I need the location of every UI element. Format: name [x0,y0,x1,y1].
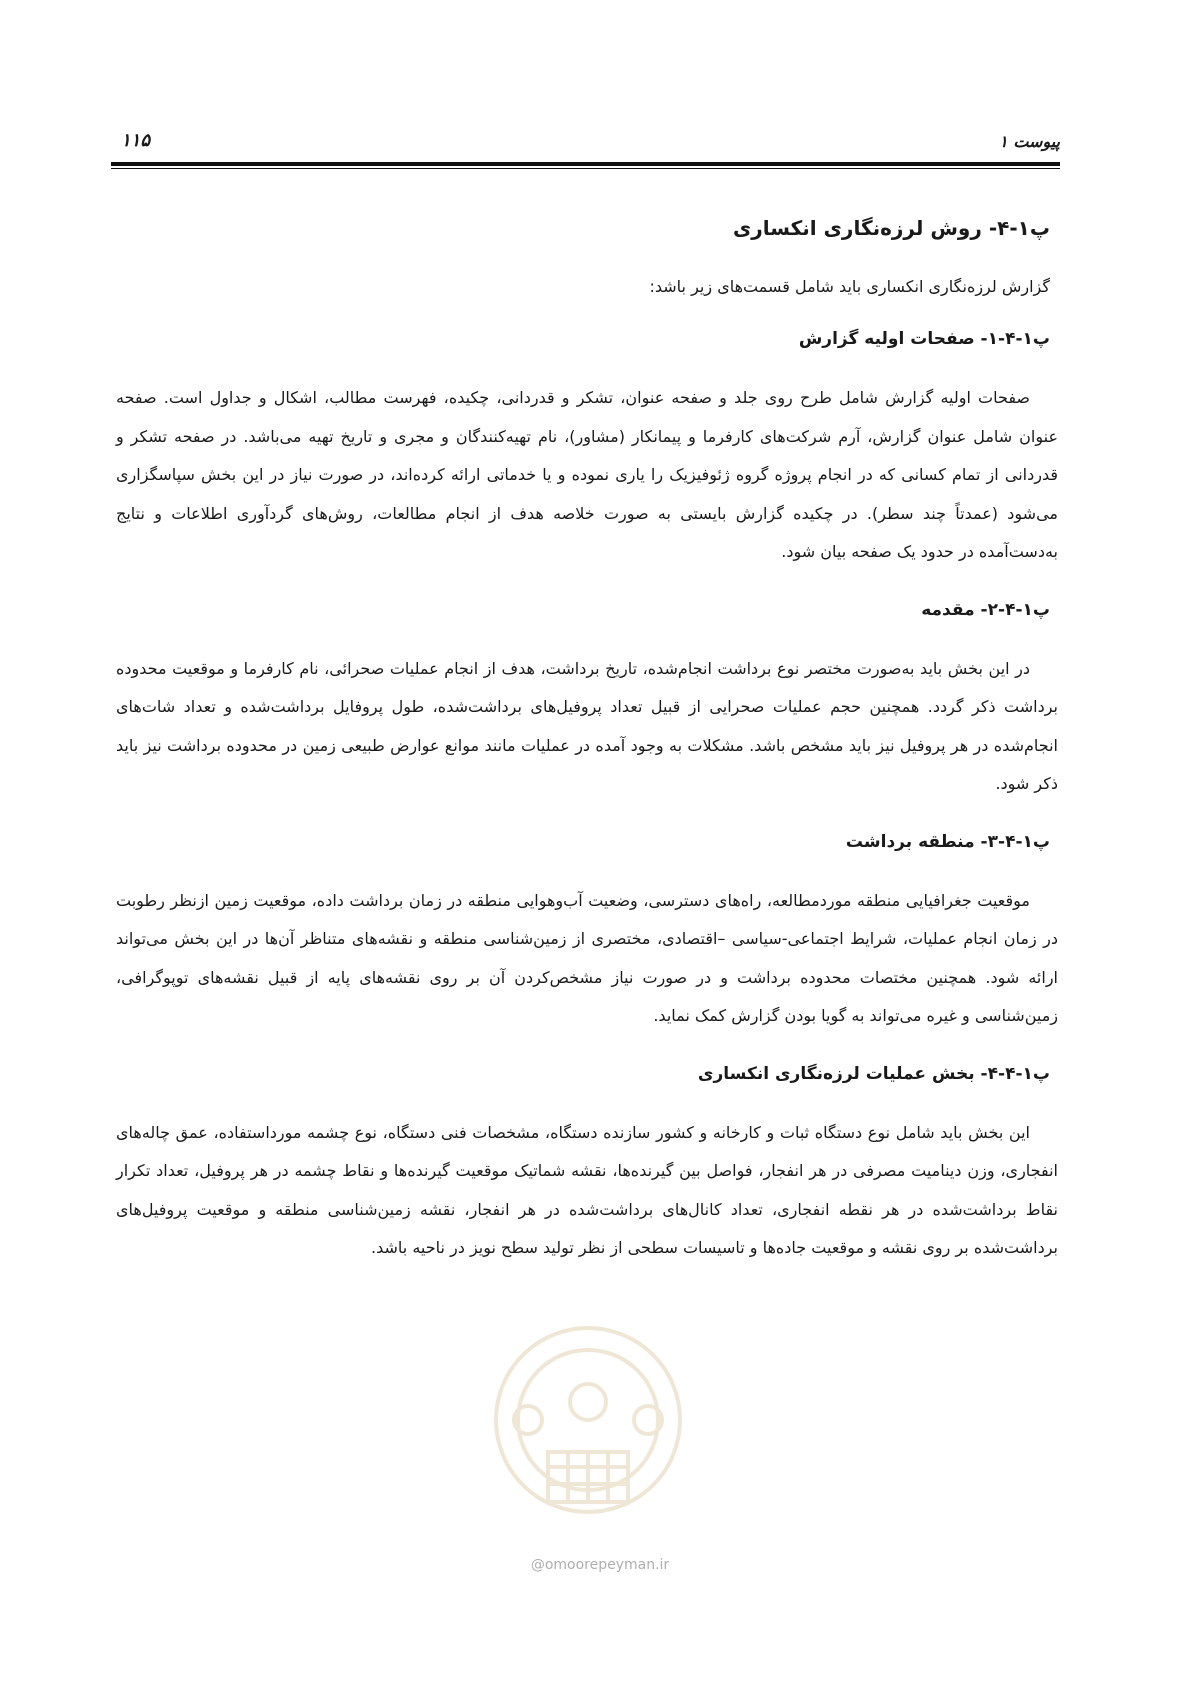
paragraph-introduction: در این بخش باید به‌صورت مختصر نوع برداشت انجام‌شده، تاریخ برداشت، هدف از انجام عملیات صحرائی، نام کارفرما و موقعیت محدوده برداشت ذکر گردد. همچنین حجم عملیات صحرایی از قبیل تعداد پروفیل‌های برداشت‌شده، طول پروفایل برداشت‌شده و تعداد شات‌های انجام‌شده در هر پروفیل نیز باید مشخص باشد. مشکلات به وجود آمده در عملیات مانند موانع عوارض طبیعی زمین در محدوده برداشت نیز باید ذکر شود. [116,658,1058,793]
paragraph-field-operations: این بخش باید شامل نوع دستگاه ثبات و کارخانه و کشور سازنده دستگاه، مشخصات فنی دستگاه، نوع چشمه مورداستفاده، عمق چاله‌های انفجاری، وزن دینامیت مصرفی در هر انفجار، فواصل بین گیرنده‌ها، نقشه شماتیک موقعیت گیرنده‌ها و نقاط چشمه در هر پروفیل، تعداد تکرار نقاط برداشت‌شده در هر نقطه انفجاری، تعداد کانال‌های برداشت‌شده در هر انفجار، نقشه زمین‌شناسی منطقه و موقعیت پروفیل‌های برداشت‌شده بر روی نقشه و موقعیت جاده‌ها و تاسیسات سطحی از نظر تولید سطح نویز در ناحیه باشد. [116,1122,1058,1257]
paragraph-cover-pages: صفحات اولیه گزارش شامل طرح روی جلد و صفحه عنوان، تشکر و قدردانی، چکیده، فهرست مطالب، اشکال و جداول است. صفحه عنوان شامل عنوان گزارش، آرم شرکت‌های کارفرما و پیمانکار (مشاور)، نام تهیه‌کنندگان و مجری و تاریخ تهیه می‌باشد. در صفحه تشکر و قدردانی از تمام کسانی که در انجام پروژه گروه ژئوفیزیک را یاری نموده و یا خدماتی ارائه کرده‌اند، در صورت نیاز در این بخش سپاسگزاری می‌شود (عمدتاً چند سطر). در چکیده گزارش بایستی به صورت خلاصه هدف از انجام مطالعات، روش‌های گردآوری اطلاعات و نتایج به‌دست‌آمده در حدود یک صفحه بیان شود. [116,388,1058,561]
header-rule-thin [111,168,1060,169]
header-title: پیوست ۱ [999,132,1060,151]
subsection-title-survey-area: پ۱-۴-۳- منطقه برداشت [845,831,1050,852]
document-body [116,215,1058,1294]
section-intro: گزارش لرزه‌نگاری انکساری باید شامل قسمت‌های زیر باشد: [649,277,1050,296]
watermark-url: @omoorepeyman.ir [530,1557,670,1573]
subsection-title-cover-pages: پ۱-۴-۱- صفحات اولیه گزارش [798,329,1050,349]
page-header [111,126,1060,168]
page-number: ۱۱۵ [121,130,151,151]
subsection-title-introduction: پ۱-۴-۲- مقدمه [921,599,1050,620]
section-title: پ۱-۴- روش لرزه‌نگاری انکساری [732,216,1050,240]
subsection-title-field-operations: پ۱-۴-۴- بخش عملیات لرزه‌نگاری انکساری [697,1063,1050,1084]
watermark-seal-icon [488,1302,688,1562]
header-rule [111,162,1060,166]
paragraph-survey-area: موقعیت جغرافیایی منطقه موردمطالعه، راه‌های دسترسی، وضعیت آب‌وهوایی منطقه در زمان برداشت داده، موقعیت زمین ازنظر رطوبت در زمان انجام عملیات، شرایط اجتماعی-سیاسی –اقتصادی، مختصری از زمین‌شناسی منطقه و نقشه‌های متناظر آن‌ها در این بخش می‌تواند ارائه شود. همچنین مختصات محدوده برداشت و در صورت نیاز مشخص‌کردن آن بر روی نقشه‌های پایه از قبیل نقشه‌های توپوگرافی، زمین‌شناسی و غیره می‌تواند به گویا بودن گزارش کمک نماید. [116,890,1058,1025]
